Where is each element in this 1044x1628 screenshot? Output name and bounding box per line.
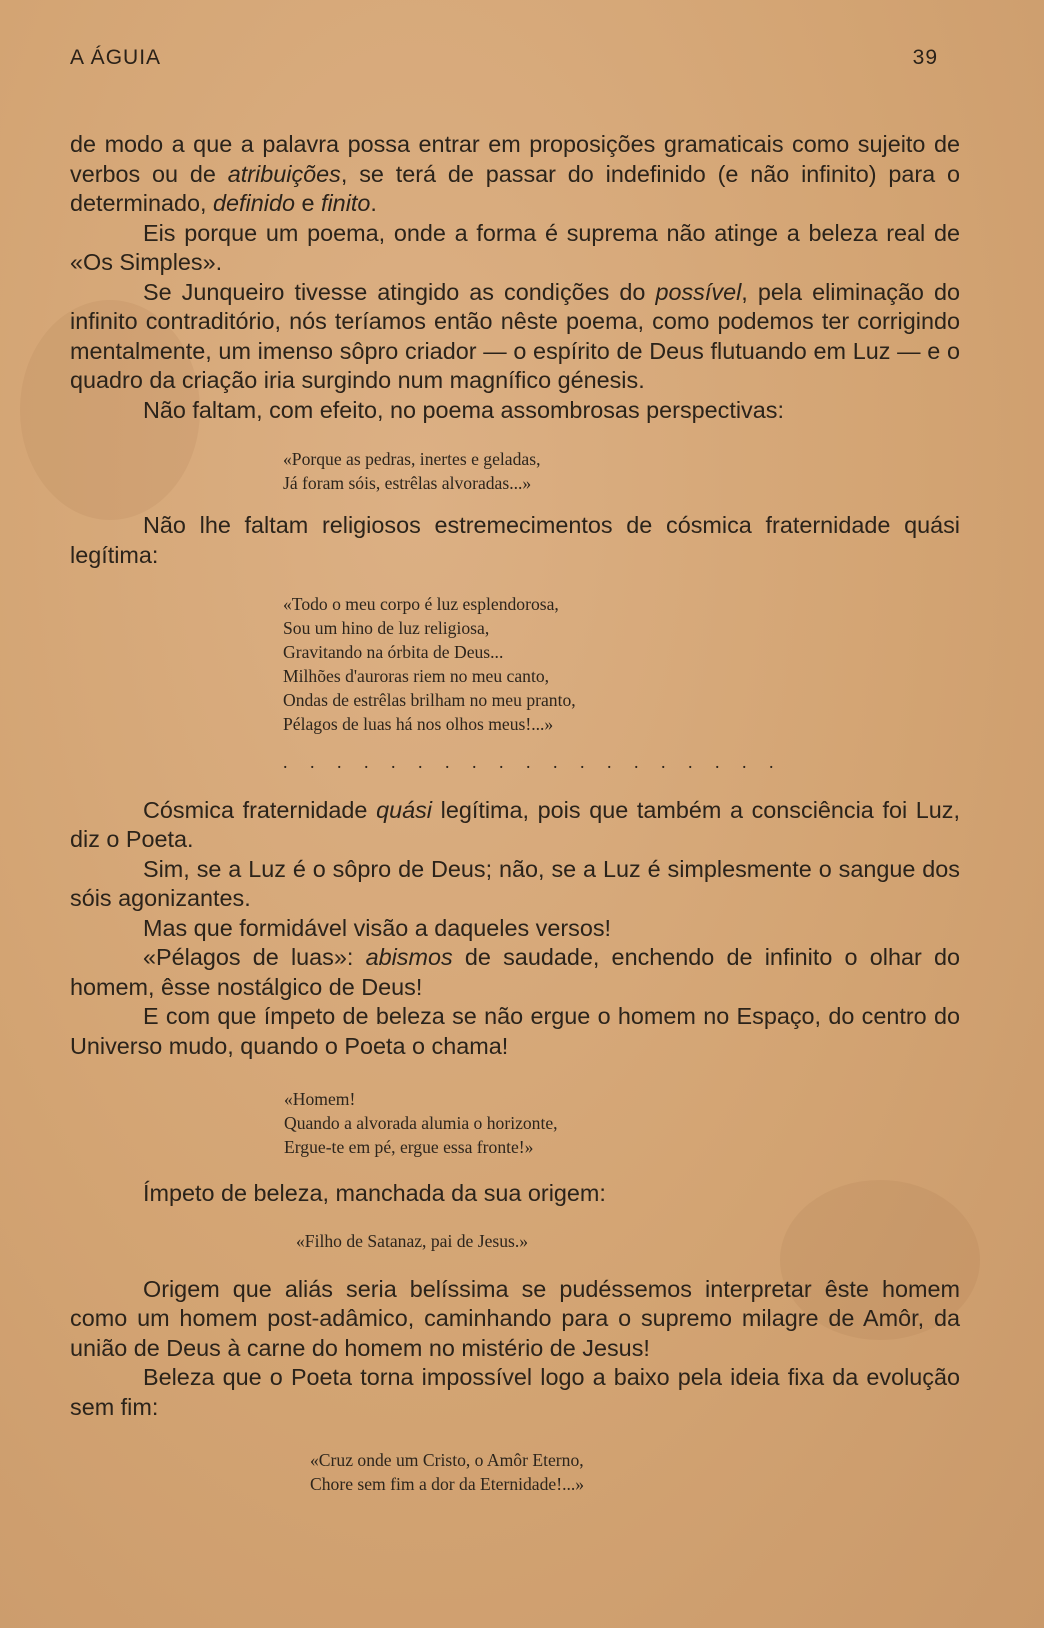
paragraph-12: Origem que aliás seria belíssima se pudéssemos interpretar êste homem como um homem post-adâmico, caminhando para o supremo milagre de Amôr, da união de Deus à carne do homem no mistério de Jesus!: [70, 1275, 960, 1361]
page-number: 39: [912, 46, 938, 69]
paragraph-6: Cósmica fraternidade quási legítima, pois que também a consciência foi Luz, diz o Poeta.: [70, 796, 960, 852]
paragraph-2: Eis porque um poema, onde a forma é suprema não atinge a beleza real de «Os Simples».: [70, 219, 960, 275]
verse-quote-3: [284, 1087, 960, 1159]
ellipsis-row: . . . . . . . . . . . . . . . . . . .: [283, 752, 783, 772]
verse-quote-1: [283, 447, 960, 495]
verse-line: «Todo o meu corpo é luz esplendorosa,: [283, 594, 559, 614]
verse-quote-5: [310, 1448, 960, 1496]
paragraph-7: Sim, se a Luz é o sôpro de Deus; não, se a Luz é simplesmente o sangue dos sóis agonizantes.: [70, 855, 960, 911]
paragraph-8: Mas que formidável visão a daqueles versos!: [143, 914, 612, 941]
paragraph-13: Beleza que o Poeta torna impossível logo a baixo pela ideia fixa da evolução sem fim:: [70, 1364, 960, 1420]
verse-line: «Porque as pedras, inertes e geladas,: [283, 449, 541, 469]
verse-line: Milhões d'auroras riem no meu canto,: [283, 666, 550, 686]
verse-line: Pélagos de luas há nos olhos meus!...»: [283, 714, 554, 734]
paragraph-1: de modo a que a palavra possa entrar em proposições gramaticais como sujeito de verbos ou de atribuições, se terá de passar do indefinido (e não infinito) para o determinado, definido e finito.: [70, 131, 960, 216]
verse-line: Gravitando na órbita de Deus...: [283, 642, 504, 662]
paragraph-11: Ímpeto de beleza, manchada da sua origem:: [143, 1180, 606, 1206]
verse-line: «Filho de Satanaz, pai de Jesus.»: [296, 1230, 529, 1251]
paragraph-9: «Pélagos de luas»: abismos de saudade, enchendo de infinito o olhar do homem, êsse nostálgico de Deus!: [70, 944, 960, 1000]
paragraph-10: E com que ímpeto de beleza se não ergue o homem no Espaço, do centro do Universo mudo, quando o Poeta o chama!: [70, 1003, 960, 1059]
journal-title: A ÁGUIA: [70, 46, 162, 69]
verse-quote-4: [296, 1229, 960, 1253]
body-text: [70, 130, 960, 1496]
verse-line: Ergue-te em pé, ergue essa fronte!»: [284, 1137, 534, 1157]
verse-line: Sou um hino de luz religiosa,: [283, 618, 490, 638]
verse-line: Quando a alvorada alumia o horizonte,: [284, 1113, 558, 1133]
paragraph-5: Não lhe faltam religiosos estremecimentos de cósmica fraternidade quási legítima:: [70, 512, 960, 568]
paragraph-4: Não faltam, com efeito, no poema assombrosas perspectivas:: [143, 396, 784, 423]
verse-line: «Homem!: [284, 1089, 356, 1109]
verse-line: Ondas de estrêlas brilham no meu pranto,: [283, 690, 576, 710]
verse-line: «Cruz onde um Cristo, o Amôr Eterno,: [310, 1450, 584, 1470]
verse-line: Já foram sóis, estrêlas alvoradas...»: [283, 473, 532, 493]
verse-quote-2: [283, 592, 960, 736]
paragraph-3: Se Junqueiro tivesse atingido as condições do possível, pela eliminação do infinito contraditório, nós teríamos então nêste poema, como podemos ter corrigindo mentalmente, um imenso sôpro criador — o espírito de Deus flutuando em Luz — e o quadro da criação iria surgindo num magnífico génesis.: [70, 278, 960, 393]
verse-line: Chore sem fim a dor da Eternidade!...»: [310, 1474, 585, 1494]
running-header: [70, 46, 938, 70]
